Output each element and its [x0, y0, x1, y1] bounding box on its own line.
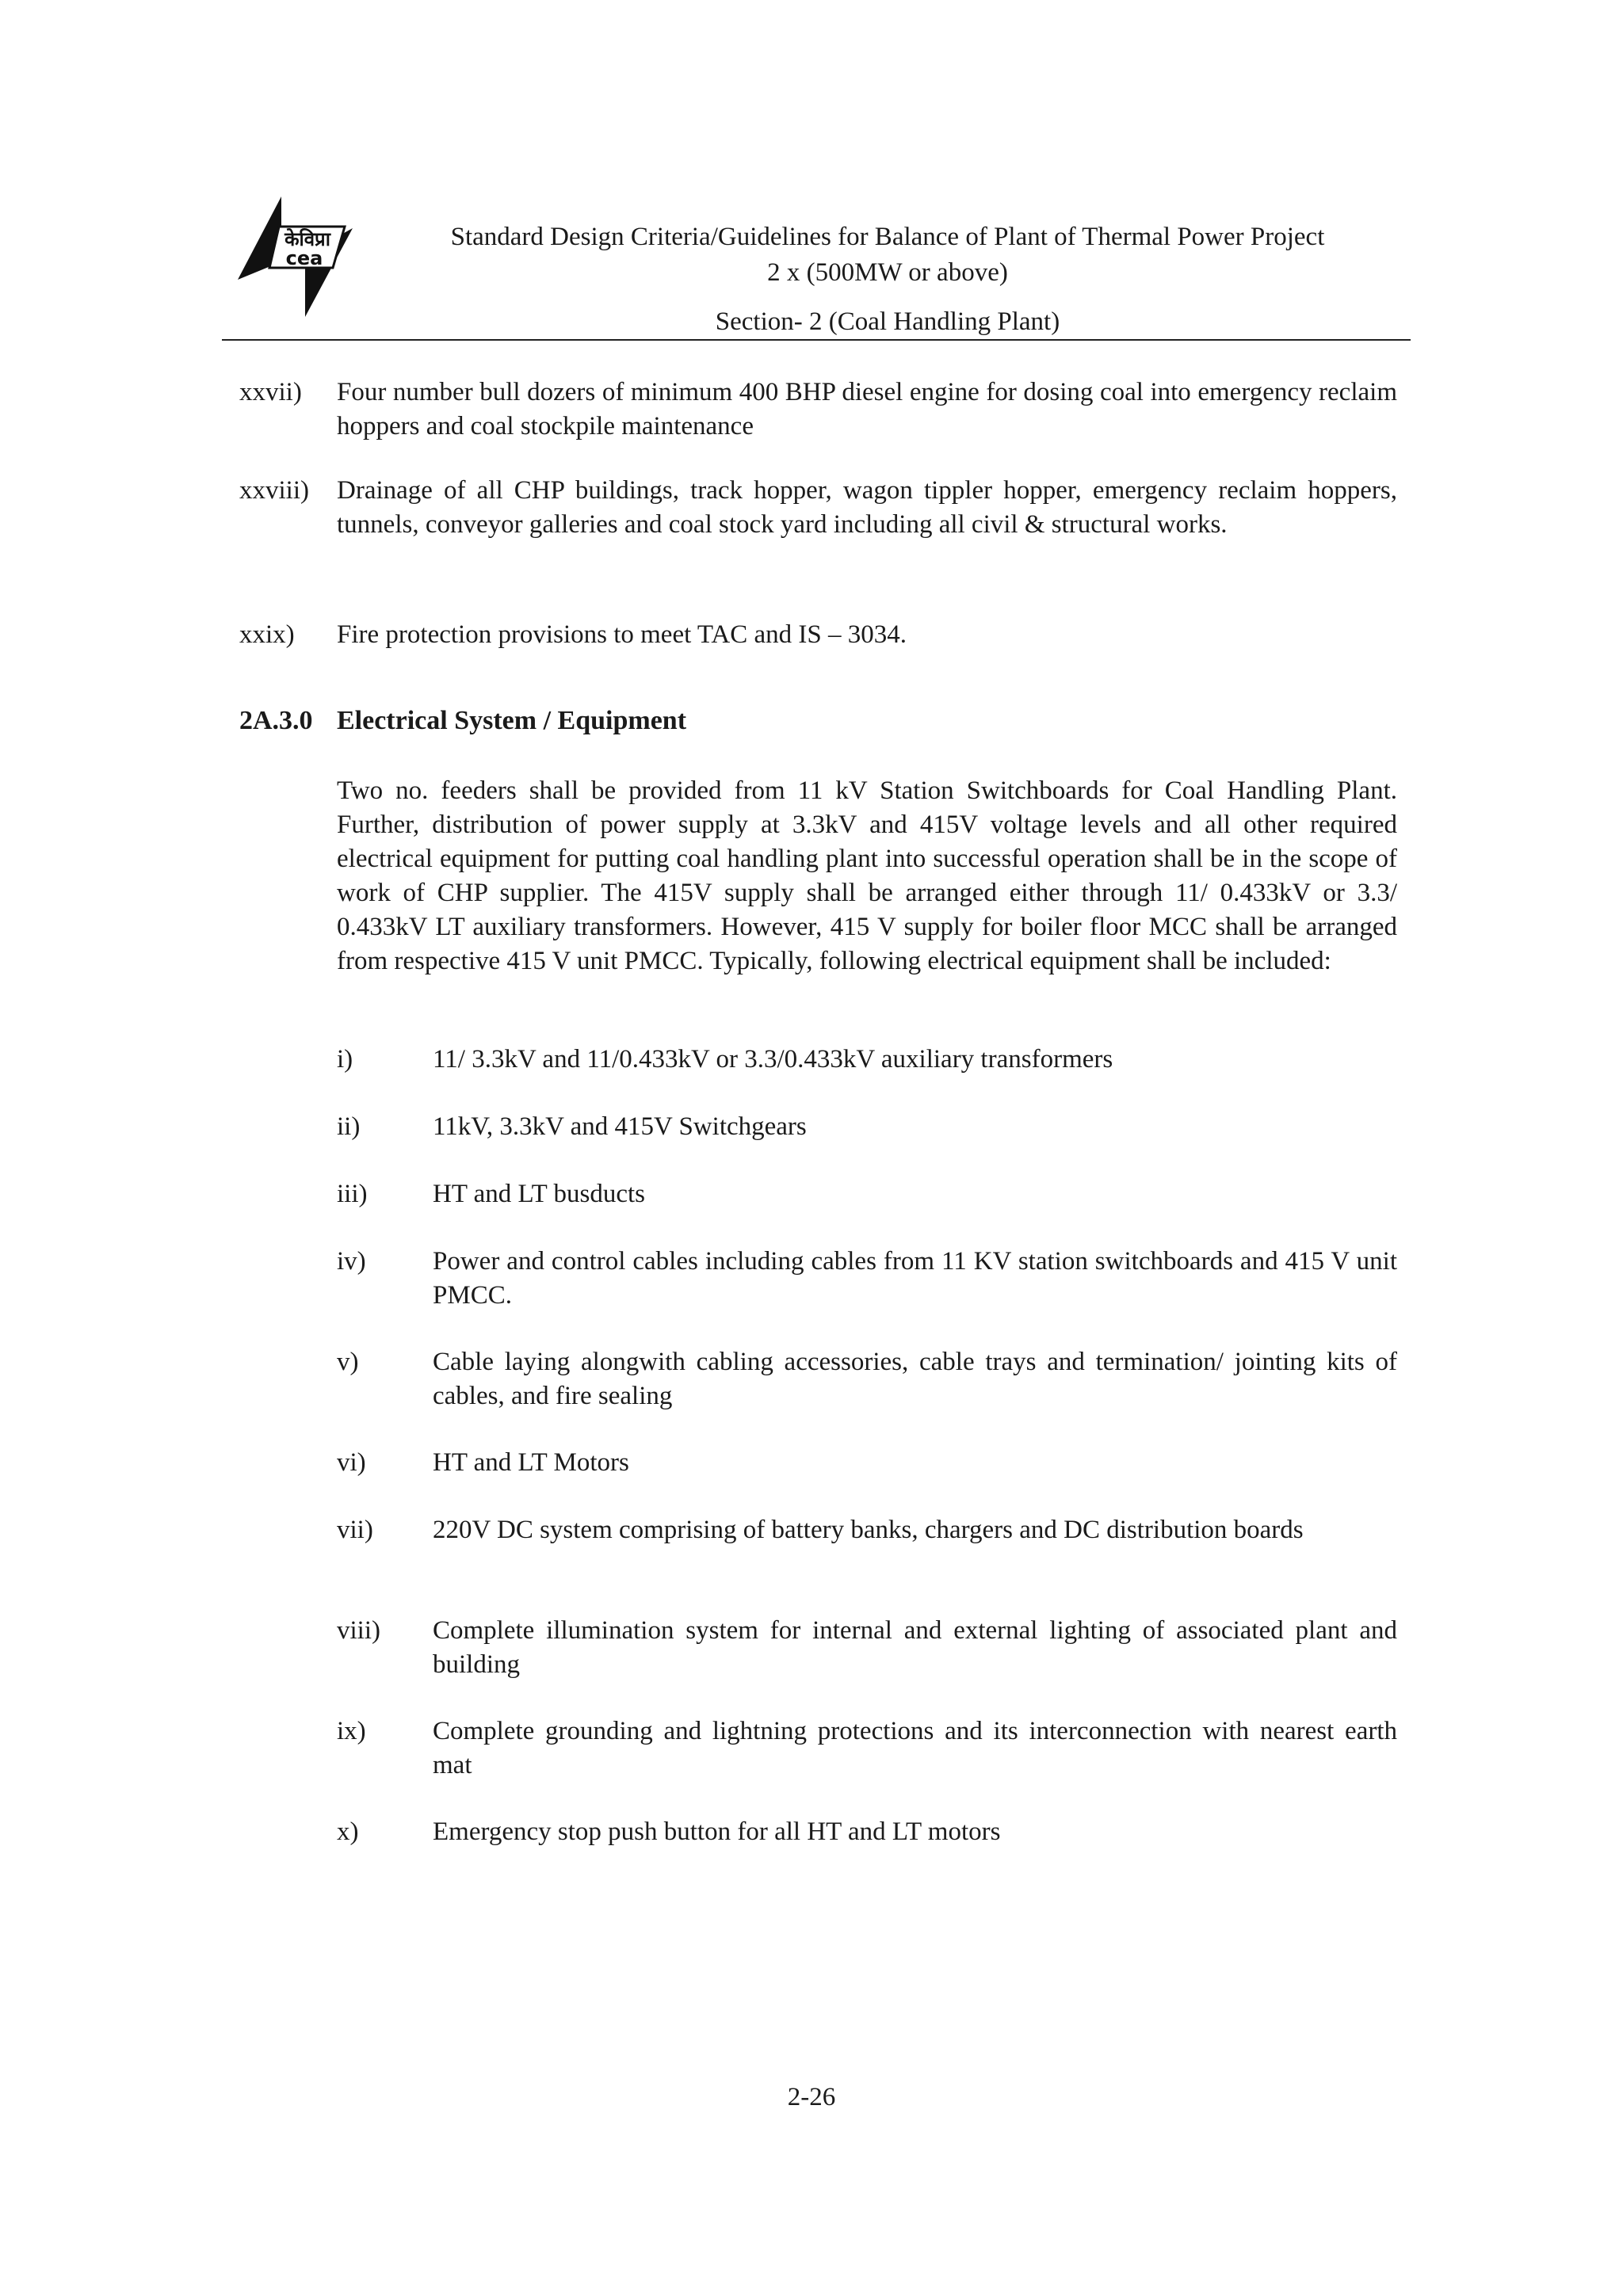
list-item-text: HT and LT busducts: [433, 1180, 645, 1208]
header-divider: [222, 339, 1411, 341]
list-item-text: Four number bull dozers of minimum 400 BHP diesel engine for dosing coal into emergency reclaim hoppers and coal stockpile maintenance: [337, 378, 1397, 441]
list-item-text: Cable laying alongwith cabling accessories, cable trays and termination/ jointing kits of cables, and fire sealing: [433, 1348, 1397, 1410]
list-item-text: Complete grounding and lightning protections and its interconnection with nearest earth mat: [433, 1717, 1397, 1779]
list-item-number: v): [337, 1348, 359, 1376]
list-item-number: xxix): [239, 620, 295, 649]
list-item-text: Drainage of all CHP buildings, track hopper, wagon tippler hopper, emergency reclaim hoppers, tunnels, conveyor galleries and coal stock yard including all civil & structural works.: [337, 476, 1397, 539]
logo-hindi-text: केविप्रा: [285, 228, 330, 250]
list-item-text: Complete illumination system for internal and external lighting of associated plant and building: [433, 1616, 1397, 1679]
list-item-number: iv): [337, 1247, 366, 1276]
header-subtitle: 2 x (500MW or above): [767, 258, 1008, 287]
section-number: 2A.3.0: [239, 706, 313, 735]
list-item-text: Power and control cables including cables from 11 KV station switchboards and 415 V unit PMCC.: [433, 1247, 1397, 1310]
list-item-text: HT and LT Motors: [433, 1448, 629, 1477]
section-paragraph: Two no. feeders shall be provided from 11 kV Station Switchboards for Coal Handling Plant. Further, distribution of power supply at 3.3kV and 415V voltage levels and all other required electrical equipment for putting coal handling plant into successful operation shall be in the scope of work of CHP supplier. The 415V supply shall be arranged either through 11/ 0.433kV or 3.3/ 0.433kV LT auxiliary transformers. However, 415 V supply for boiler floor MCC shall be arranged from respective 415 V unit PMCC. Typically, following electrical equipment shall be included:: [337, 776, 1397, 975]
cea-logo: [238, 189, 353, 317]
list-item-number: xxvii): [239, 378, 302, 406]
list-item-number: vi): [337, 1448, 366, 1477]
list-item-number: vii): [337, 1516, 373, 1544]
list-item-number: x): [337, 1817, 359, 1846]
header-title: Standard Design Criteria/Guidelines for Balance of Plant of Thermal Power Project: [450, 223, 1325, 251]
list-item-text: Emergency stop push button for all HT and LT motors: [433, 1817, 1001, 1846]
list-item-text: Fire protection provisions to meet TAC and IS – 3034.: [337, 620, 907, 649]
page-number: 2-26: [787, 2083, 836, 2111]
logo-latin-text: cea: [285, 247, 323, 269]
list-item-number: viii): [337, 1616, 380, 1645]
list-item-number: ix): [337, 1717, 366, 1745]
list-item-number: iii): [337, 1180, 368, 1208]
list-item-number: ii): [337, 1112, 361, 1141]
section-title: Electrical System / Equipment: [337, 706, 687, 735]
list-item-number: xxviii): [239, 476, 309, 505]
list-item-number: i): [337, 1045, 353, 1074]
list-item-text: 11/ 3.3kV and 11/0.433kV or 3.3/0.433kV auxiliary transformers: [433, 1045, 1113, 1074]
list-item-text: 11kV, 3.3kV and 415V Switchgears: [433, 1112, 807, 1141]
header-section: Section- 2 (Coal Handling Plant): [715, 307, 1060, 336]
list-item-text: 220V DC system comprising of battery banks, chargers and DC distribution boards: [433, 1516, 1304, 1544]
